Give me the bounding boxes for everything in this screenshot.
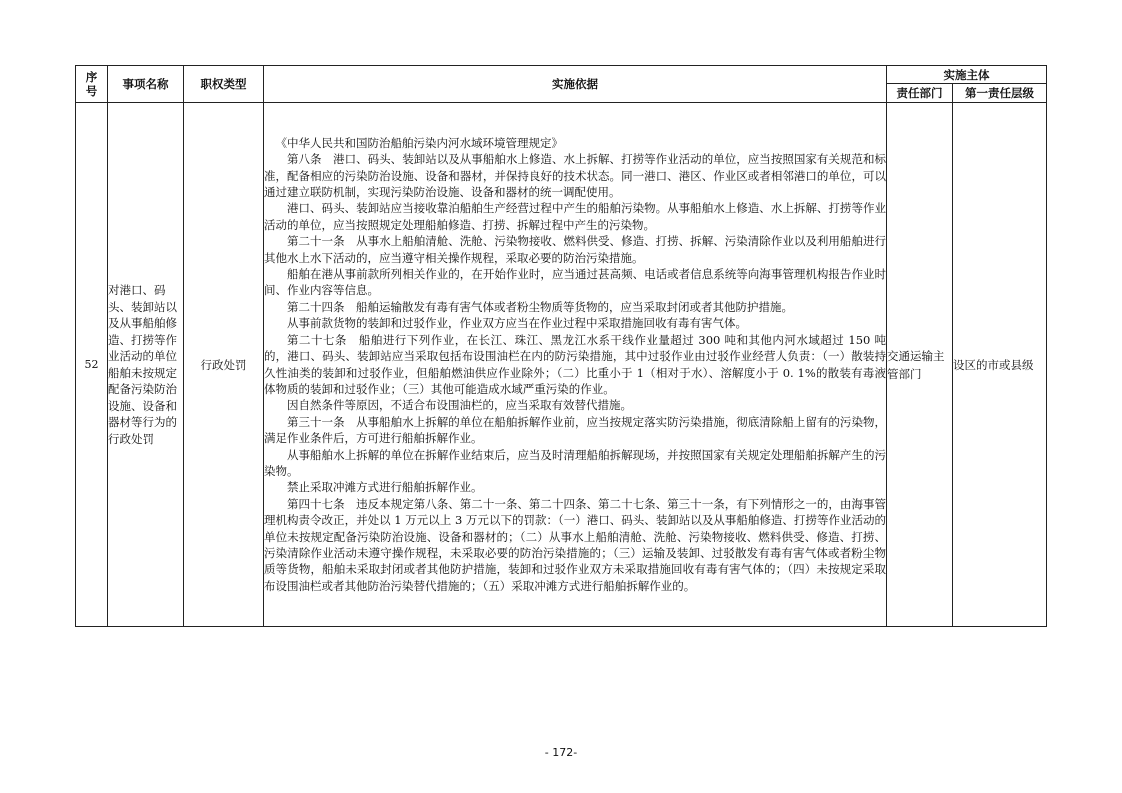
header-subject-group: 实施主体: [887, 66, 1047, 84]
authority-table: [75, 65, 1047, 627]
row-responsible-dept: 交通运输主管部门: [887, 103, 953, 627]
basis-paragraph: 第三十一条 从事船舶水上拆解的单位在船舶拆解作业前，应当按规定落实防污染措施，彻底清除船上留有的污染物，满足作业条件后，方可进行船舶拆解作业。: [264, 414, 886, 446]
basis-paragraph: 第八条 港口、码头、装卸站以及从事船舶水上修造、水上拆解、打捞等作业活动的单位，应当按照国家有关规范和标准，配备相应的污染防治设施、设备和器材，并保持良好的技术状态。同一港口、港区、作业区或者相邻港口的单位，可以通过建立联防机制，实现污染防治设施、设备和器材的统一调配使用。: [264, 152, 886, 200]
row-item-name: 对港口、码头、装卸站以及从事船舶修造、打捞等作业活动的单位船舶未按规定配备污染防治设施、设备和器材等行为的行政处罚: [108, 103, 184, 627]
basis-regulation-title: 《中华人民共和国防治船舶污染内河水域环境管理规定》: [275, 135, 563, 150]
header-basis: 实施依据: [264, 66, 887, 103]
header-item-name: 事项名称: [108, 66, 184, 103]
basis-paragraph: 第四十七条 违反本规定第八条、第二十一条、第二十四条、第二十七条、第三十一条，有下列情形之一的，由海事管理机构责令改正，并处以 1 万元以上 3 万元以下的罚款：（一）港口、码头、装卸站以及从事船舶修造、打捞等作业活动的单位未按规定配备污染防治设施、设备和器材的；（二）从事水上船舶清舱、洗舱、污染物接收、燃料供受、修造、打捞、污染清除作业活动未遵守操作规程，未采取必要的防治污染措施的；（三）运输及装卸、过驳散发有毒有害气体或者粉尘物质等货物，船舶未采取封闭或者其他防护措施，装卸和过驳作业双方未采取措施回收有毒有害气体的；（四）未按规定采取布设围油栏或者其他防治污染替代措施的；（五）采取冲滩方式进行船舶拆解作业的。: [264, 496, 886, 593]
basis-paragraph: 第二十四条 船舶运输散发有毒有害气体或者粉尘物质等货物的，应当采取封闭或者其他防护措施。: [287, 299, 793, 314]
basis-paragraph: 因自然条件等原因，不适合布设围油栏的，应当采取有效替代措施。: [287, 398, 632, 413]
basis-paragraph: 禁止采取冲滩方式进行船舶拆解作业。: [287, 480, 483, 495]
row-first-level: 设区的市或县级: [953, 103, 1047, 627]
basis-paragraph: 第二十七条 船舶进行下列作业，在长江、珠江、黑龙江水系干线作业量超过 300 吨和其他内河水域超过 150 吨的，港口、码头、装卸站应当采取包括布设围油栏在内的防污染措施，其中过驳作业由过驳作业经营人负责：（一）散装持久性油类的装卸和过驳作业，但船舶燃油供应作业除外；（二）比重小于 1（相对于水）、溶解度小于 0. 1%的散装有毒液体物质的装卸和过驳作业；（三）其他可能造成水域严重污染的作业。: [264, 332, 886, 396]
basis-paragraph: 第二十一条 从事水上船舶清舱、洗舱、污染物接收、燃料供受、修造、打捞、拆解、污染清除作业以及利用船舶进行其他水上水下活动的，应当遵守相关操作规程，采取必要的防治污染措施。: [264, 234, 886, 265]
header-seq: 序号: [76, 66, 108, 103]
row-seq: 52: [76, 103, 108, 627]
basis-paragraph: 船舶在港从事前款所列相关作业的，在开始作业时，应当通过甚高频、电话或者信息系统等向海事管理机构报告作业时间、作业内容等信息。: [264, 267, 886, 298]
basis-paragraph: 从事前款货物的装卸和过驳作业，作业双方应当在作业过程中采取措施回收有毒有害气体。: [287, 316, 747, 331]
header-first-level: 第一责任层级: [953, 84, 1047, 103]
basis-paragraph: 从事船舶水上拆解的单位在拆解作业结束后，应当及时清理船舶拆解现场，并按照国家有关规定处理船舶拆解产生的污染物。: [264, 447, 886, 478]
basis-paragraph: 港口、码头、装卸站应当接收靠泊船舶生产经营过程中产生的船舶污染物。从事船舶水上修造、水上拆解、打捞等作业活动的单位，应当按照规定处理船舶修造、打捞、拆解过程中产生的污染物。: [264, 201, 886, 232]
row-basis: [264, 103, 887, 627]
page-number: - 172-: [544, 746, 578, 759]
table-row: [76, 103, 1047, 627]
row-power-type: 行政处罚: [184, 103, 264, 627]
header-responsible-dept: 责任部门: [887, 84, 953, 103]
header-power-type: 职权类型: [184, 66, 264, 103]
